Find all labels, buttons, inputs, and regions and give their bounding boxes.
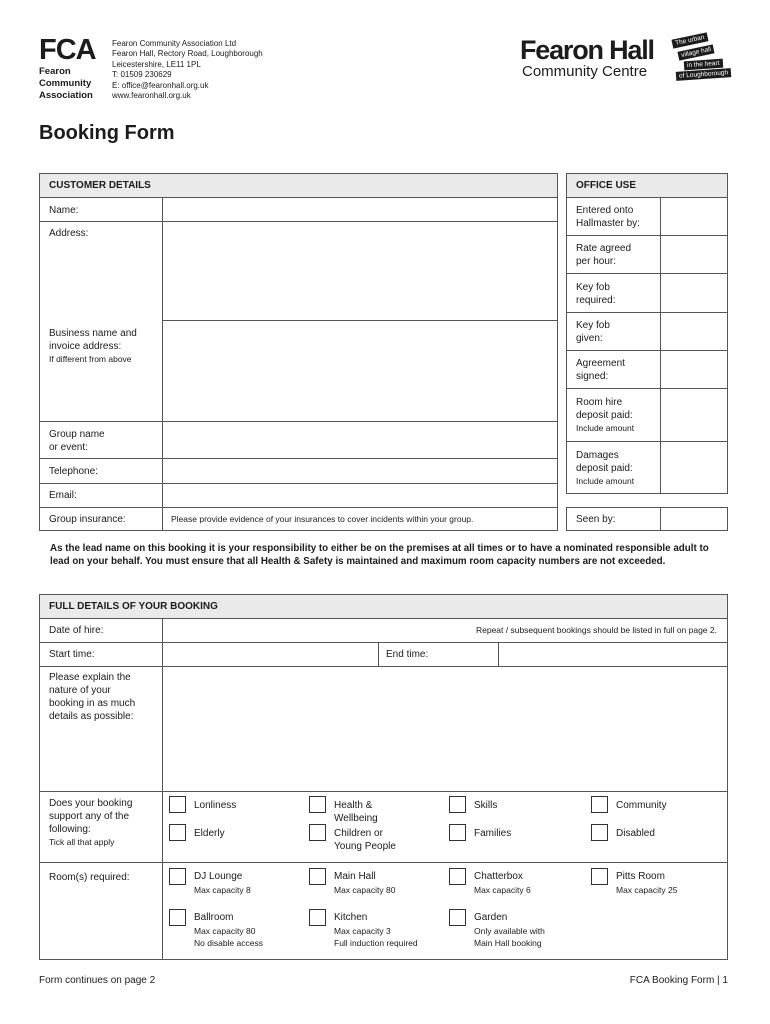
- end-time-field[interactable]: [499, 643, 727, 666]
- customer-details-header: CUSTOMER DETAILS: [39, 173, 558, 198]
- business-address-field[interactable]: [163, 321, 557, 421]
- community-label: Community: [616, 800, 667, 811]
- office-label-line: Key fob: [576, 282, 610, 293]
- community-checkbox[interactable]: [591, 796, 608, 813]
- office-label-line: Room hire: [576, 397, 623, 408]
- telephone-label: Telephone:: [49, 466, 98, 477]
- office-row-hallmaster: [576, 204, 640, 230]
- phone-line: T: 01509 230629: [112, 70, 172, 80]
- option-line: Health &: [334, 800, 373, 811]
- room-capacity: Max capacity 25: [616, 884, 678, 895]
- main-hall-option: [334, 871, 395, 896]
- room-capacity: Max capacity 8: [194, 884, 251, 895]
- chatterbox-option: [474, 871, 531, 896]
- fca-logo: [39, 36, 109, 102]
- room-capacity: Max capacity 3: [334, 925, 391, 936]
- office-label-line: Agreement: [576, 358, 625, 369]
- health-wellbeing-label: [334, 800, 378, 825]
- option-line: Wellbeing: [334, 812, 378, 824]
- rooms-label: Room(s) required:: [49, 872, 130, 883]
- pitts-room-checkbox[interactable]: [591, 868, 608, 885]
- group-name-label: [49, 428, 105, 454]
- ballroom-checkbox[interactable]: [169, 909, 186, 926]
- room-capacity: Max capacity 80: [334, 884, 396, 895]
- name-label: Name:: [49, 205, 79, 216]
- fca-logo-text: FCA: [39, 34, 96, 66]
- website-line: www.fearonhall.org.uk: [112, 91, 191, 101]
- tagline-piece: village hall: [677, 44, 714, 60]
- kitchen-checkbox[interactable]: [309, 909, 326, 926]
- business-label-line: invoice address:: [49, 341, 122, 352]
- office-label-line: deposit paid:: [576, 463, 633, 474]
- insurance-label: Group insurance:: [49, 514, 126, 525]
- address-line: Fearon Hall, Rectory Road, Loughborough: [112, 49, 263, 59]
- booking-details-header: FULL DETAILS OF YOUR BOOKING: [39, 594, 728, 619]
- date-note: Repeat / subsequent bookings should be listed in full on page 2.: [475, 625, 717, 635]
- room-name: DJ Lounge: [194, 871, 243, 882]
- room-restriction: Main Hall booking: [474, 938, 542, 948]
- room-name: Main Hall: [334, 871, 376, 882]
- date-of-hire-label: Date of hire:: [49, 625, 104, 636]
- room-name: Garden: [474, 912, 508, 923]
- dj-lounge-option: [194, 871, 251, 896]
- tagline-piece: in the heart: [684, 59, 723, 71]
- room-restriction: No disable access: [194, 938, 263, 948]
- explain-label: [49, 671, 135, 723]
- room-capacity: Max capacity 80: [194, 925, 256, 936]
- office-row-damages-deposit: [576, 449, 634, 488]
- support-line: support any of the: [49, 811, 130, 822]
- explain-line: details as possible:: [49, 711, 134, 722]
- office-use-header: OFFICE USE: [566, 173, 728, 198]
- tagline-piece: The urban: [671, 32, 708, 48]
- office-row-agreement: [576, 357, 625, 383]
- office-label-line: Rate agreed: [576, 243, 632, 254]
- email-line: E: office@fearonhall.org.uk: [112, 80, 209, 90]
- hall-subtitle: Community Centre: [522, 63, 648, 80]
- business-note: If different from above: [49, 354, 132, 364]
- address-label: Address:: [49, 228, 89, 239]
- lonliness-checkbox[interactable]: [169, 796, 186, 813]
- garden-option: [474, 912, 545, 950]
- room-name: Pitts Room: [616, 871, 665, 882]
- footer-page-number: FCA Booking Form | 1: [629, 975, 728, 986]
- office-label-line: deposit paid:: [576, 410, 633, 421]
- footer-continues: Form continues on page 2: [39, 975, 156, 986]
- main-hall-checkbox[interactable]: [309, 868, 326, 885]
- dj-lounge-checkbox[interactable]: [169, 868, 186, 885]
- email-field[interactable]: [163, 484, 557, 507]
- garden-checkbox[interactable]: [449, 909, 466, 926]
- start-time-field[interactable]: [163, 643, 378, 666]
- association-address: [112, 39, 263, 101]
- explain-line: nature of your: [49, 685, 111, 696]
- room-restriction: Only available with: [474, 925, 545, 936]
- families-label: Families: [474, 828, 512, 839]
- children-young-people-checkbox[interactable]: [309, 824, 326, 841]
- support-note: Tick all that apply: [49, 837, 115, 847]
- room-name: Chatterbox: [474, 871, 523, 882]
- fca-sub-line: Association: [39, 90, 93, 101]
- office-note: Include amount: [576, 423, 635, 433]
- chatterbox-checkbox[interactable]: [449, 868, 466, 885]
- office-label-line: given:: [576, 333, 603, 344]
- skills-checkbox[interactable]: [449, 796, 466, 813]
- group-name-field[interactable]: [163, 422, 557, 458]
- office-note: Include amount: [576, 476, 635, 486]
- page-title: Booking Form: [39, 122, 175, 144]
- address-line: Fearon Community Association Ltd: [112, 39, 237, 48]
- group-label-line: or event:: [49, 442, 88, 453]
- kitchen-option: [334, 912, 418, 950]
- office-row-room-deposit: [576, 396, 634, 435]
- fearon-hall-logo: [520, 36, 654, 80]
- office-row-fob-given: [576, 319, 610, 345]
- option-line: Young People: [334, 840, 396, 852]
- office-label-line: Damages: [576, 450, 619, 461]
- support-line: Does your booking: [49, 798, 133, 809]
- elderly-label: Elderly: [194, 828, 225, 839]
- room-name: Kitchen: [334, 912, 368, 923]
- office-label-line: per hour:: [576, 256, 617, 267]
- fca-sub-line: Fearon: [39, 66, 71, 77]
- hall-name: Fearon Hall: [520, 35, 654, 65]
- office-label-line: required:: [576, 295, 616, 306]
- disabled-checkbox[interactable]: [591, 824, 608, 841]
- option-line: Children or: [334, 828, 383, 839]
- email-label: Email:: [49, 490, 77, 501]
- address-field[interactable]: [163, 222, 557, 320]
- end-time-label: End time:: [386, 649, 429, 660]
- office-label-line: Entered onto: [576, 205, 634, 216]
- responsibility-notice: As the lead name on this booking it is your responsibility to either be on the premises at all times or to have a nominated responsible adult to lead on your behalf. You must ensure that all Health & Safety is maintained and maximum room capacity numbers are not exceeded.: [50, 543, 709, 567]
- seen-by-label: Seen by:: [576, 514, 616, 525]
- office-label-line: Hallmaster by:: [576, 218, 640, 229]
- explain-line: Please explain the: [49, 672, 131, 683]
- insurance-note: Please provide evidence of your insurances to cover incidents within your group.: [171, 514, 474, 524]
- group-label-line: Group name: [49, 429, 105, 440]
- elderly-checkbox[interactable]: [169, 824, 186, 841]
- tagline-piece: of Loughborough: [676, 68, 732, 81]
- name-field[interactable]: [163, 198, 557, 221]
- room-restriction: Full induction required: [334, 938, 418, 948]
- support-line: following:: [49, 824, 91, 835]
- office-row-fob-required: [576, 281, 615, 307]
- disabled-label: Disabled: [616, 828, 655, 839]
- children-young-people-label: [334, 828, 396, 853]
- support-label: [49, 797, 132, 849]
- pitts-room-option: [616, 871, 677, 896]
- business-label: [49, 327, 137, 366]
- office-label-line: Key fob: [576, 320, 610, 331]
- office-row-rate: [576, 242, 631, 268]
- fca-sub-line: Community: [39, 78, 92, 89]
- start-time-label: Start time:: [49, 649, 95, 660]
- skills-label: Skills: [474, 800, 498, 811]
- fca-logo-subtitle: [39, 66, 109, 102]
- families-checkbox[interactable]: [449, 824, 466, 841]
- health-wellbeing-checkbox[interactable]: [309, 796, 326, 813]
- address-line: Leicestershire, LE11 1PL: [112, 59, 201, 69]
- lonliness-label: Lonliness: [194, 800, 237, 811]
- office-label-line: signed:: [576, 371, 609, 382]
- explain-field[interactable]: [163, 667, 727, 791]
- telephone-field[interactable]: [163, 459, 557, 483]
- ballroom-option: [194, 912, 263, 950]
- explain-line: booking in as much: [49, 698, 136, 709]
- room-name: Ballroom: [194, 912, 234, 923]
- room-capacity: Max capacity 6: [474, 884, 531, 895]
- business-label-line: Business name and: [49, 328, 137, 339]
